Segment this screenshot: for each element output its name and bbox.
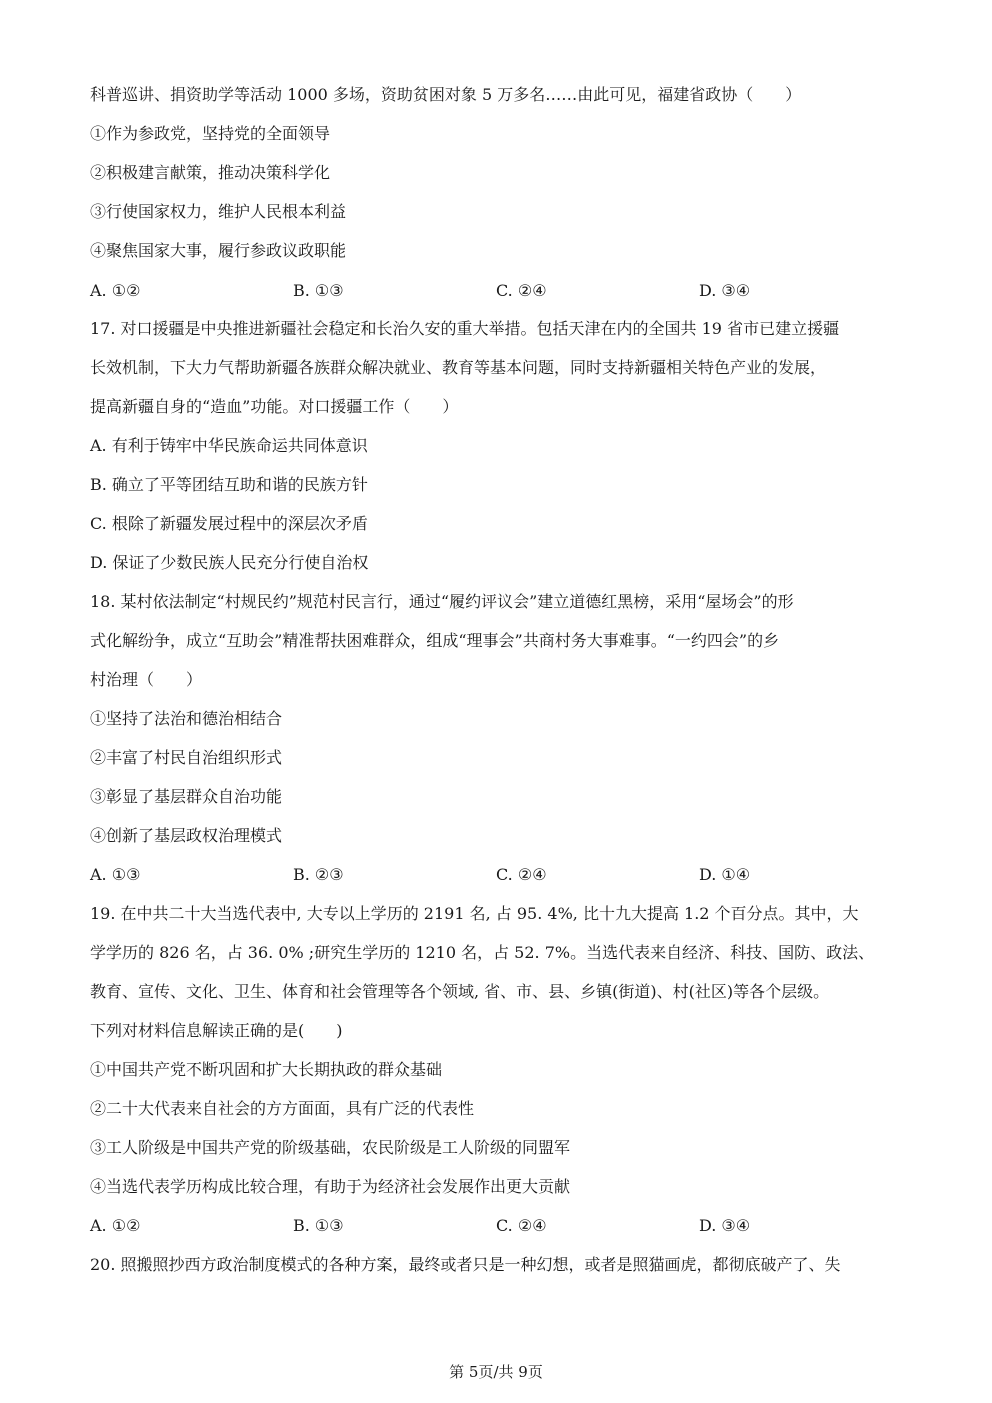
- q17-stem-line-1: 17. 对口援疆是中央推进新疆社会稳定和长治久安的重大举措。包括天津在内的全国共 19 省市已建立援疆: [90, 319, 840, 338]
- q19-item-2: ②二十大代表来自社会的方方面面，具有广泛的代表性: [90, 1099, 475, 1118]
- q17-stem-line-3: 提高新疆自身的“造血”功能。对口援疆工作（ ）: [90, 397, 459, 416]
- q17-option-b: B. 确立了平等团结互助和谐的民族方针: [90, 475, 368, 494]
- q18-item-1: ①坚持了法治和德治相结合: [90, 709, 283, 728]
- q19-item-1: ①中国共产党不断巩固和扩大长期执政的群众基础: [90, 1060, 443, 1079]
- q19-item-3: ③工人阶级是中国共产党的阶级基础，农民阶级是工人阶级的同盟军: [90, 1138, 571, 1157]
- q17-option-d: D. 保证了少数民族人民充分行使自治权: [90, 553, 369, 572]
- q17-option-c: C. 根除了新疆发展过程中的深层次矛盾: [90, 514, 368, 533]
- page-number-footer: 第 5页/共 9页: [449, 1363, 543, 1381]
- q19-stem-line-1: 19. 在中共二十大当选代表中, 大专以上学历的 2191 名, 占 95. 4%, 比十九大提高 1.2 个百分点。其中，大: [90, 904, 859, 923]
- q18-option-b: B. ②③: [293, 865, 344, 884]
- q19-option-c: C. ②④: [496, 1216, 547, 1235]
- q16-item-3: ③行使国家权力，维护人民根本利益: [90, 202, 347, 221]
- q19-option-d: D. ③④: [699, 1216, 751, 1235]
- q18-item-3: ③彰显了基层群众自治功能: [90, 787, 283, 806]
- q19-option-b: B. ①③: [293, 1216, 344, 1235]
- q18-stem-line-2: 式化解纷争，成立“互助会”精准帮扶困难群众，组成“理事会”共商村务大事难事。“一约四会”的乡: [90, 631, 780, 650]
- q17-option-a: A. 有利于铸牢中华民族命运共同体意识: [90, 436, 368, 455]
- q16-item-2: ②积极建言献策，推动决策科学化: [90, 163, 331, 182]
- q16-option-c: C. ②④: [496, 281, 547, 300]
- q18-option-a: A. ①③: [90, 865, 141, 884]
- q18-item-4: ④创新了基层政权治理模式: [90, 826, 283, 845]
- q18-option-d: D. ①④: [699, 865, 751, 884]
- q16-item-4: ④聚焦国家大事，履行参政议政职能: [90, 241, 347, 260]
- q19-item-4: ④当选代表学历构成比较合理，有助于为经济社会发展作出更大贡献: [90, 1177, 571, 1196]
- q16-item-1: ①作为参政党，坚持党的全面领导: [90, 124, 331, 143]
- q16-option-d: D. ③④: [699, 281, 751, 300]
- q18-item-2: ②丰富了村民自治组织形式: [90, 748, 283, 767]
- q18-option-c: C. ②④: [496, 865, 547, 884]
- q20-stem-line-1: 20. 照搬照抄西方政治制度模式的各种方案，最终或者只是一种幻想，或者是照猫画虎，都彻底破产了、失: [90, 1255, 841, 1274]
- q18-stem-line-3: 村治理（ ）: [90, 670, 203, 689]
- q19-stem-line-2: 学学历的 826 名，占 36. 0% ;研究生学历的 1210 名，占 52. 7%。当选代表来自经济、科技、国防、政法、: [90, 943, 875, 962]
- q19-stem-line-3: 教育、宣传、文化、卫生、体育和社会管理等各个领域, 省、市、县、乡镇(街道)、村(社区)等各个层级。: [90, 982, 830, 1001]
- q19-option-a: A. ①②: [90, 1216, 141, 1235]
- q18-stem-line-1: 18. 某村依法制定“村规民约”规范村民言行，通过“履约评议会”建立道德红黑榜，采用“屋场会”的形: [90, 592, 794, 611]
- q16-stem: 科普巡讲、捐资助学等活动 1000 多场，资助贫困对象 5 万多名……由此可见，福建省政协（ ）: [90, 85, 802, 104]
- q17-stem-line-2: 长效机制，下大力气帮助新疆各族群众解决就业、教育等基本问题，同时支持新疆相关特色产业的发展，: [90, 358, 827, 377]
- q16-option-b: B. ①③: [293, 281, 344, 300]
- q19-stem-line-4: 下列对材料信息解读正确的是( ): [90, 1021, 343, 1040]
- q16-option-a: A. ①②: [90, 281, 141, 300]
